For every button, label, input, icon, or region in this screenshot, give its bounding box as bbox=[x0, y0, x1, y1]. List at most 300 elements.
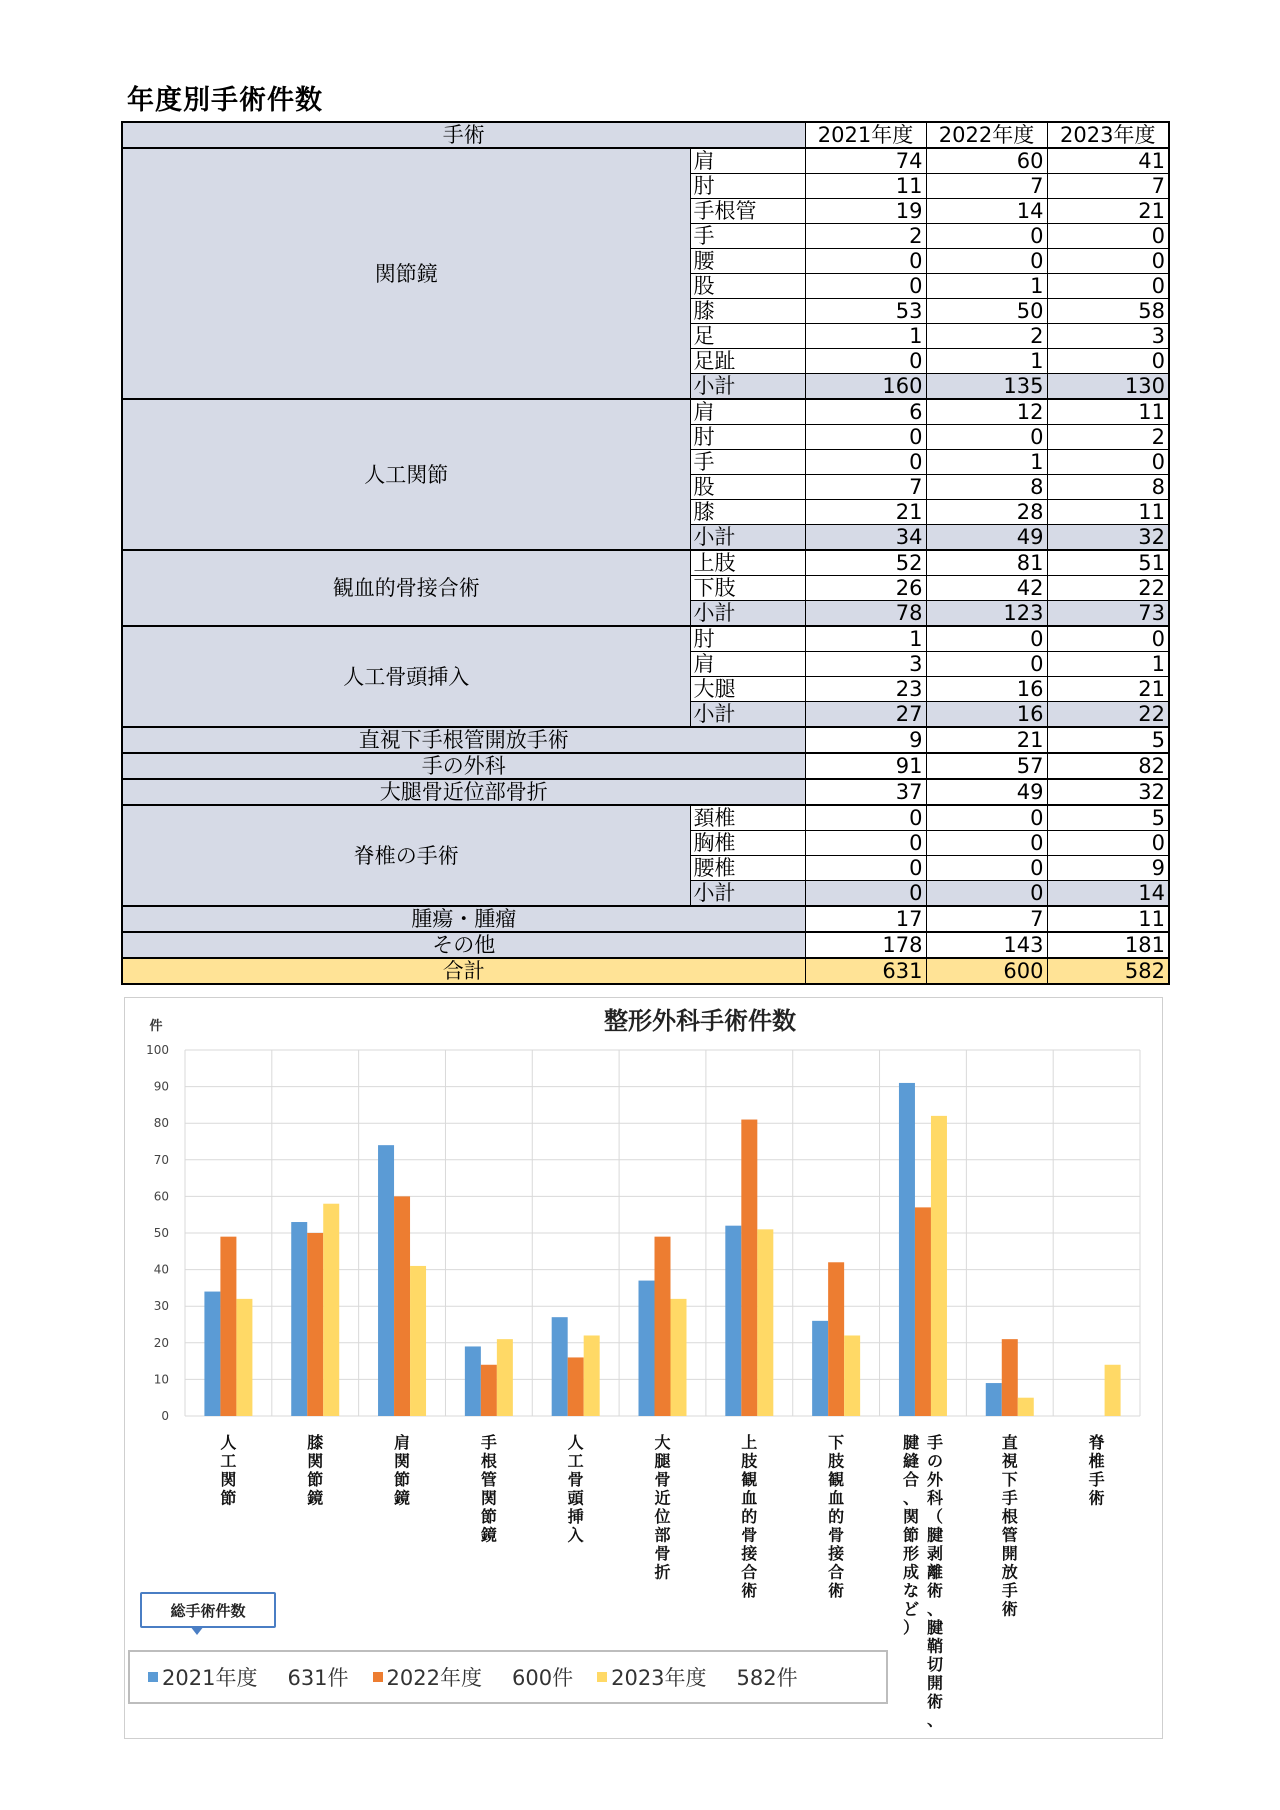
row-sublabel: 手 bbox=[690, 450, 805, 475]
cell-value: 7 bbox=[1047, 174, 1169, 199]
bar bbox=[236, 1299, 252, 1416]
row-sublabel: 股 bbox=[690, 475, 805, 500]
x-category-char: 鏡 bbox=[394, 1488, 411, 1508]
x-category-char: 節 bbox=[307, 1470, 324, 1489]
cell-value: 5 bbox=[1047, 805, 1169, 831]
bar bbox=[986, 1383, 1002, 1416]
cell-value: 7 bbox=[926, 906, 1047, 932]
table-row bbox=[122, 399, 1169, 425]
x-category-char: 外 bbox=[926, 1470, 943, 1489]
header-year: 2022年度 bbox=[926, 122, 1047, 148]
bar bbox=[465, 1346, 481, 1416]
cell-value: 58 bbox=[1047, 299, 1169, 324]
row-sublabel: 肩 bbox=[690, 399, 805, 425]
cell-value: 0 bbox=[1047, 626, 1169, 652]
row-label: 直視下手根管開放手術 bbox=[122, 727, 805, 753]
x-category-char: 関 bbox=[394, 1451, 411, 1471]
cell-value: 21 bbox=[1047, 677, 1169, 702]
cell-value: 11 bbox=[1047, 500, 1169, 525]
cell-value: 26 bbox=[805, 576, 926, 601]
cell-value: 1 bbox=[926, 450, 1047, 475]
x-category-char: 折 bbox=[654, 1562, 671, 1582]
cell-value: 34 bbox=[805, 525, 926, 551]
cell-value: 0 bbox=[926, 856, 1047, 881]
y-tick-label: 10 bbox=[153, 1372, 169, 1387]
x-category-char: 腱 bbox=[926, 1618, 943, 1637]
table-row bbox=[122, 805, 1169, 831]
x-category-char: 節 bbox=[394, 1470, 411, 1489]
bar bbox=[828, 1262, 844, 1416]
cell-value: 21 bbox=[926, 727, 1047, 753]
y-tick-label: 0 bbox=[161, 1409, 169, 1423]
cell-value: 37 bbox=[805, 779, 926, 805]
cell-value: 160 bbox=[805, 374, 926, 400]
x-category-char: 観 bbox=[828, 1470, 845, 1489]
x-category-char: 節 bbox=[902, 1525, 919, 1545]
x-category-char: 節 bbox=[480, 1507, 497, 1526]
y-tick-label: 70 bbox=[153, 1152, 169, 1167]
x-category-char: 術 bbox=[741, 1581, 758, 1600]
bar bbox=[639, 1281, 655, 1416]
x-category-char: 合 bbox=[741, 1562, 758, 1582]
row-sublabel: 大腿 bbox=[690, 677, 805, 702]
y-tick-label: 40 bbox=[153, 1262, 169, 1277]
x-category-char: 下 bbox=[1001, 1470, 1018, 1489]
x-category-char: 血 bbox=[741, 1488, 758, 1508]
bar bbox=[410, 1266, 426, 1416]
x-category-char: 頭 bbox=[567, 1488, 584, 1508]
x-category-char: の bbox=[926, 1451, 943, 1471]
total-value: 600 bbox=[926, 958, 1047, 984]
group-label: 人工関節 bbox=[122, 399, 690, 550]
x-category-char: 肩 bbox=[394, 1433, 411, 1452]
cell-value: 32 bbox=[1047, 779, 1169, 805]
cell-value: 41 bbox=[1047, 148, 1169, 174]
cell-value: 16 bbox=[926, 677, 1047, 702]
table-row bbox=[122, 932, 1169, 958]
bar bbox=[915, 1207, 931, 1416]
cell-value: 8 bbox=[926, 475, 1047, 500]
x-category-char: 術 bbox=[926, 1581, 943, 1600]
row-sublabel: 小計 bbox=[690, 881, 805, 907]
cell-value: 0 bbox=[805, 805, 926, 831]
bar bbox=[552, 1317, 568, 1416]
x-category-char: 手 bbox=[926, 1433, 943, 1452]
x-category-char: 離 bbox=[926, 1562, 943, 1582]
x-category-char: 術 bbox=[926, 1692, 943, 1711]
x-category-char: 放 bbox=[1001, 1562, 1018, 1582]
cell-value: 19 bbox=[805, 199, 926, 224]
x-category-char: 腱 bbox=[902, 1433, 919, 1452]
x-category-char: 接 bbox=[741, 1544, 758, 1563]
cell-value: 0 bbox=[926, 425, 1047, 450]
cell-value: 17 bbox=[805, 906, 926, 932]
cell-value: 7 bbox=[805, 475, 926, 500]
bar-chart bbox=[125, 998, 1162, 1738]
x-category-char: 骨 bbox=[828, 1525, 845, 1545]
x-category-char: 入 bbox=[567, 1525, 584, 1545]
bar bbox=[931, 1116, 947, 1416]
x-category-char: （ bbox=[926, 1507, 943, 1526]
cell-value: 143 bbox=[926, 932, 1047, 958]
x-category-char: 術 bbox=[828, 1581, 845, 1600]
y-tick-label: 30 bbox=[153, 1299, 169, 1314]
x-category-char: 成 bbox=[902, 1562, 919, 1582]
x-category-char: 骨 bbox=[741, 1525, 758, 1545]
cell-value: 1 bbox=[805, 626, 926, 652]
cell-value: 0 bbox=[926, 881, 1047, 907]
x-category-char: 手 bbox=[1001, 1581, 1018, 1600]
row-sublabel: 肘 bbox=[690, 174, 805, 199]
cell-value: 0 bbox=[805, 856, 926, 881]
row-sublabel: 手 bbox=[690, 224, 805, 249]
y-axis-label: 件 bbox=[149, 1019, 163, 1034]
legend-series-count: 631件 bbox=[287, 1666, 349, 1690]
cell-value: 0 bbox=[805, 881, 926, 907]
x-category-char: 挿 bbox=[567, 1507, 584, 1526]
bar bbox=[323, 1204, 339, 1416]
row-sublabel: 胸椎 bbox=[690, 831, 805, 856]
total-label: 合計 bbox=[122, 958, 805, 984]
bar bbox=[584, 1335, 600, 1416]
cell-value: 11 bbox=[805, 174, 926, 199]
bar bbox=[655, 1237, 671, 1416]
row-sublabel: 股 bbox=[690, 274, 805, 299]
x-category-char: 管 bbox=[480, 1470, 497, 1489]
row-label: その他 bbox=[122, 932, 805, 958]
cell-value: 32 bbox=[1047, 525, 1169, 551]
table-row bbox=[122, 148, 1169, 174]
cell-value: 11 bbox=[1047, 399, 1169, 425]
row-label: 腫瘍・腫瘤 bbox=[122, 906, 805, 932]
cell-value: 1 bbox=[1047, 652, 1169, 677]
total-value: 582 bbox=[1047, 958, 1169, 984]
bar bbox=[291, 1222, 307, 1416]
chart-legend bbox=[128, 1650, 888, 1704]
x-category-char: ） bbox=[902, 1618, 919, 1637]
row-label: 手の外科 bbox=[122, 753, 805, 779]
x-category-char: 工 bbox=[220, 1451, 237, 1471]
cell-value: 2 bbox=[1047, 425, 1169, 450]
cell-value: 42 bbox=[926, 576, 1047, 601]
cell-value: 53 bbox=[805, 299, 926, 324]
x-category-char: 、 bbox=[926, 1599, 943, 1619]
page-title: 年度別手術件数 bbox=[127, 85, 323, 116]
row-sublabel: 小計 bbox=[690, 525, 805, 551]
cell-value: 0 bbox=[1047, 831, 1169, 856]
bar bbox=[671, 1299, 687, 1416]
cell-value: 21 bbox=[805, 500, 926, 525]
x-category-char: 関 bbox=[902, 1507, 919, 1526]
x-category-char: 近 bbox=[654, 1488, 671, 1508]
table-row bbox=[122, 906, 1169, 932]
legend-swatch bbox=[597, 1672, 607, 1682]
cell-value: 51 bbox=[1047, 550, 1169, 576]
cell-value: 14 bbox=[1047, 881, 1169, 907]
bar bbox=[394, 1196, 410, 1416]
cell-value: 0 bbox=[926, 805, 1047, 831]
x-category-char: 術 bbox=[1088, 1488, 1105, 1508]
cell-value: 1 bbox=[805, 324, 926, 349]
x-category-char: 血 bbox=[828, 1488, 845, 1508]
group-label: 人工骨頭挿入 bbox=[122, 626, 690, 727]
table-row bbox=[122, 779, 1169, 805]
bar bbox=[1105, 1365, 1121, 1416]
cell-value: 52 bbox=[805, 550, 926, 576]
legend-item bbox=[148, 1662, 349, 1692]
legend-series-count: 582件 bbox=[736, 1666, 798, 1690]
x-category-char: 開 bbox=[1001, 1544, 1018, 1563]
cell-value: 178 bbox=[805, 932, 926, 958]
cell-value: 1 bbox=[926, 349, 1047, 374]
table-row bbox=[122, 753, 1169, 779]
x-category-char: 大 bbox=[654, 1433, 671, 1452]
cell-value: 49 bbox=[926, 525, 1047, 551]
cell-value: 91 bbox=[805, 753, 926, 779]
cell-value: 130 bbox=[1047, 374, 1169, 400]
legend-series-name: 2022年度 bbox=[386, 1666, 482, 1690]
cell-value: 11 bbox=[1047, 906, 1169, 932]
total-callout: 総手術件数 bbox=[140, 1592, 276, 1628]
x-category-char: 形 bbox=[902, 1544, 919, 1563]
cell-value: 0 bbox=[1047, 349, 1169, 374]
row-sublabel: 肩 bbox=[690, 148, 805, 174]
cell-value: 0 bbox=[805, 349, 926, 374]
bar bbox=[1018, 1398, 1034, 1416]
x-category-char: 節 bbox=[220, 1488, 237, 1508]
x-category-char: 接 bbox=[828, 1544, 845, 1563]
x-category-char: 手 bbox=[1088, 1470, 1105, 1489]
surgery-table bbox=[121, 121, 1170, 985]
cell-value: 23 bbox=[805, 677, 926, 702]
chart-title: 整形外科手術件数 bbox=[604, 1007, 796, 1035]
row-sublabel: 上肢 bbox=[690, 550, 805, 576]
cell-value: 57 bbox=[926, 753, 1047, 779]
cell-value: 123 bbox=[926, 601, 1047, 627]
cell-value: 16 bbox=[926, 702, 1047, 728]
x-category-char: 椎 bbox=[1088, 1451, 1105, 1471]
cell-value: 82 bbox=[1047, 753, 1169, 779]
cell-value: 3 bbox=[1047, 324, 1169, 349]
x-category-char: 腱 bbox=[926, 1525, 943, 1545]
cell-value: 2 bbox=[926, 324, 1047, 349]
x-category-char: 術 bbox=[1001, 1599, 1018, 1619]
x-category-char: 手 bbox=[480, 1433, 497, 1452]
legend-item bbox=[373, 1662, 574, 1692]
x-category-char: 肢 bbox=[741, 1451, 758, 1471]
cell-value: 21 bbox=[1047, 199, 1169, 224]
header-year: 2021年度 bbox=[805, 122, 926, 148]
x-category-char: 、 bbox=[902, 1488, 919, 1508]
x-category-char: 視 bbox=[1001, 1451, 1018, 1471]
cell-value: 0 bbox=[1047, 274, 1169, 299]
cell-value: 181 bbox=[1047, 932, 1169, 958]
group-label: 観血的骨接合術 bbox=[122, 550, 690, 626]
bar bbox=[1002, 1339, 1018, 1416]
chart-panel bbox=[124, 997, 1163, 1739]
x-category-char: な bbox=[902, 1581, 919, 1600]
y-tick-label: 90 bbox=[153, 1079, 169, 1094]
x-category-char: 合 bbox=[902, 1470, 919, 1489]
row-sublabel: 頚椎 bbox=[690, 805, 805, 831]
legend-series-name: 2021年度 bbox=[162, 1666, 258, 1690]
table-row bbox=[122, 727, 1169, 753]
cell-value: 9 bbox=[1047, 856, 1169, 881]
x-category-char: 的 bbox=[741, 1507, 758, 1526]
cell-value: 0 bbox=[1047, 450, 1169, 475]
cell-value: 0 bbox=[805, 425, 926, 450]
x-category-char: 骨 bbox=[654, 1544, 671, 1563]
bar bbox=[812, 1321, 828, 1416]
cell-value: 1 bbox=[926, 274, 1047, 299]
table-row bbox=[122, 626, 1169, 652]
row-sublabel: 膝 bbox=[690, 500, 805, 525]
table-row bbox=[122, 550, 1169, 576]
cell-value: 22 bbox=[1047, 702, 1169, 728]
row-sublabel: 膝 bbox=[690, 299, 805, 324]
y-tick-label: 60 bbox=[153, 1189, 169, 1204]
row-sublabel: 小計 bbox=[690, 601, 805, 627]
row-sublabel: 肘 bbox=[690, 425, 805, 450]
cell-value: 0 bbox=[926, 224, 1047, 249]
x-category-char: 鏡 bbox=[480, 1525, 497, 1545]
legend-series-count: 600件 bbox=[512, 1666, 574, 1690]
cell-value: 135 bbox=[926, 374, 1047, 400]
legend-series-name: 2023年度 bbox=[611, 1666, 707, 1690]
cell-value: 78 bbox=[805, 601, 926, 627]
row-sublabel: 手根管 bbox=[690, 199, 805, 224]
row-sublabel: 肩 bbox=[690, 652, 805, 677]
x-category-char: 腿 bbox=[654, 1451, 671, 1471]
bar bbox=[725, 1226, 741, 1416]
x-category-char: 観 bbox=[741, 1470, 758, 1489]
cell-value: 0 bbox=[1047, 224, 1169, 249]
bar bbox=[497, 1339, 513, 1416]
y-tick-label: 50 bbox=[153, 1226, 169, 1240]
row-sublabel: 小計 bbox=[690, 374, 805, 400]
x-category-char: 位 bbox=[654, 1507, 671, 1526]
row-sublabel: 腰椎 bbox=[690, 856, 805, 881]
x-category-char: 管 bbox=[1001, 1525, 1018, 1545]
cell-value: 9 bbox=[805, 727, 926, 753]
total-row bbox=[122, 958, 1169, 984]
row-sublabel: 足 bbox=[690, 324, 805, 349]
bar bbox=[220, 1237, 236, 1416]
x-category-char: 手 bbox=[1001, 1488, 1018, 1508]
cell-value: 8 bbox=[1047, 475, 1169, 500]
x-category-char: 骨 bbox=[654, 1470, 671, 1489]
x-category-char: 関 bbox=[307, 1451, 324, 1471]
header-surgery: 手術 bbox=[122, 122, 805, 148]
legend-swatch bbox=[373, 1672, 383, 1682]
bar bbox=[378, 1145, 394, 1416]
bar bbox=[481, 1365, 497, 1416]
x-category-char: 脊 bbox=[1088, 1433, 1105, 1452]
cell-value: 5 bbox=[1047, 727, 1169, 753]
x-category-char: 工 bbox=[567, 1451, 584, 1471]
row-sublabel: 小計 bbox=[690, 702, 805, 728]
legend-item bbox=[597, 1662, 798, 1692]
cell-value: 22 bbox=[1047, 576, 1169, 601]
cell-value: 0 bbox=[926, 626, 1047, 652]
cell-value: 3 bbox=[805, 652, 926, 677]
legend-swatch bbox=[148, 1672, 158, 1682]
cell-value: 0 bbox=[1047, 249, 1169, 274]
x-category-char: 肢 bbox=[828, 1451, 845, 1471]
cell-value: 0 bbox=[805, 450, 926, 475]
x-category-char: 骨 bbox=[567, 1470, 584, 1489]
x-category-char: 縫 bbox=[902, 1451, 919, 1471]
cell-value: 49 bbox=[926, 779, 1047, 805]
row-sublabel: 下肢 bbox=[690, 576, 805, 601]
cell-value: 0 bbox=[926, 831, 1047, 856]
group-label: 脊椎の手術 bbox=[122, 805, 690, 906]
cell-value: 81 bbox=[926, 550, 1047, 576]
cell-value: 14 bbox=[926, 199, 1047, 224]
x-category-char: 関 bbox=[480, 1488, 497, 1508]
x-category-char: 人 bbox=[567, 1433, 584, 1452]
x-category-char: 的 bbox=[828, 1507, 845, 1526]
x-category-char: 下 bbox=[828, 1433, 845, 1452]
x-category-char: 膝 bbox=[307, 1433, 324, 1452]
cell-value: 0 bbox=[926, 652, 1047, 677]
bar bbox=[899, 1083, 915, 1416]
cell-value: 12 bbox=[926, 399, 1047, 425]
bar bbox=[307, 1233, 323, 1416]
callout-tail bbox=[190, 1626, 204, 1635]
cell-value: 0 bbox=[805, 831, 926, 856]
x-category-char: 人 bbox=[220, 1433, 237, 1452]
x-category-char: ど bbox=[902, 1599, 919, 1619]
row-sublabel: 足趾 bbox=[690, 349, 805, 374]
x-category-char: 切 bbox=[926, 1655, 943, 1674]
row-sublabel: 肘 bbox=[690, 626, 805, 652]
x-category-char: 鞘 bbox=[926, 1636, 943, 1656]
x-category-char: 開 bbox=[926, 1673, 943, 1693]
cell-value: 28 bbox=[926, 500, 1047, 525]
cell-value: 0 bbox=[805, 274, 926, 299]
bar bbox=[741, 1120, 757, 1416]
y-tick-label: 100 bbox=[146, 1043, 169, 1057]
y-tick-label: 20 bbox=[153, 1335, 169, 1350]
cell-value: 6 bbox=[805, 399, 926, 425]
x-category-char: 、 bbox=[926, 1710, 943, 1730]
x-category-char: 関 bbox=[220, 1470, 237, 1489]
x-category-char: 根 bbox=[480, 1451, 497, 1471]
total-value: 631 bbox=[805, 958, 926, 984]
cell-value: 0 bbox=[926, 249, 1047, 274]
x-category-char: 直 bbox=[1001, 1433, 1018, 1452]
x-category-char: 剥 bbox=[926, 1544, 943, 1563]
cell-value: 0 bbox=[805, 249, 926, 274]
x-category-char: 科 bbox=[926, 1488, 943, 1508]
header-year: 2023年度 bbox=[1047, 122, 1169, 148]
bar bbox=[204, 1292, 220, 1416]
cell-value: 73 bbox=[1047, 601, 1169, 627]
y-tick-label: 80 bbox=[153, 1116, 169, 1131]
row-sublabel: 腰 bbox=[690, 249, 805, 274]
x-category-char: 根 bbox=[1001, 1507, 1018, 1526]
x-category-char: 上 bbox=[741, 1433, 758, 1452]
bar bbox=[844, 1335, 860, 1416]
x-category-char: 部 bbox=[654, 1525, 671, 1545]
table-header-row bbox=[122, 122, 1169, 148]
cell-value: 27 bbox=[805, 702, 926, 728]
row-label: 大腿骨近位部骨折 bbox=[122, 779, 805, 805]
group-label: 関節鏡 bbox=[122, 148, 690, 399]
x-category-char: 合 bbox=[828, 1562, 845, 1582]
x-category-char: 鏡 bbox=[307, 1488, 324, 1508]
